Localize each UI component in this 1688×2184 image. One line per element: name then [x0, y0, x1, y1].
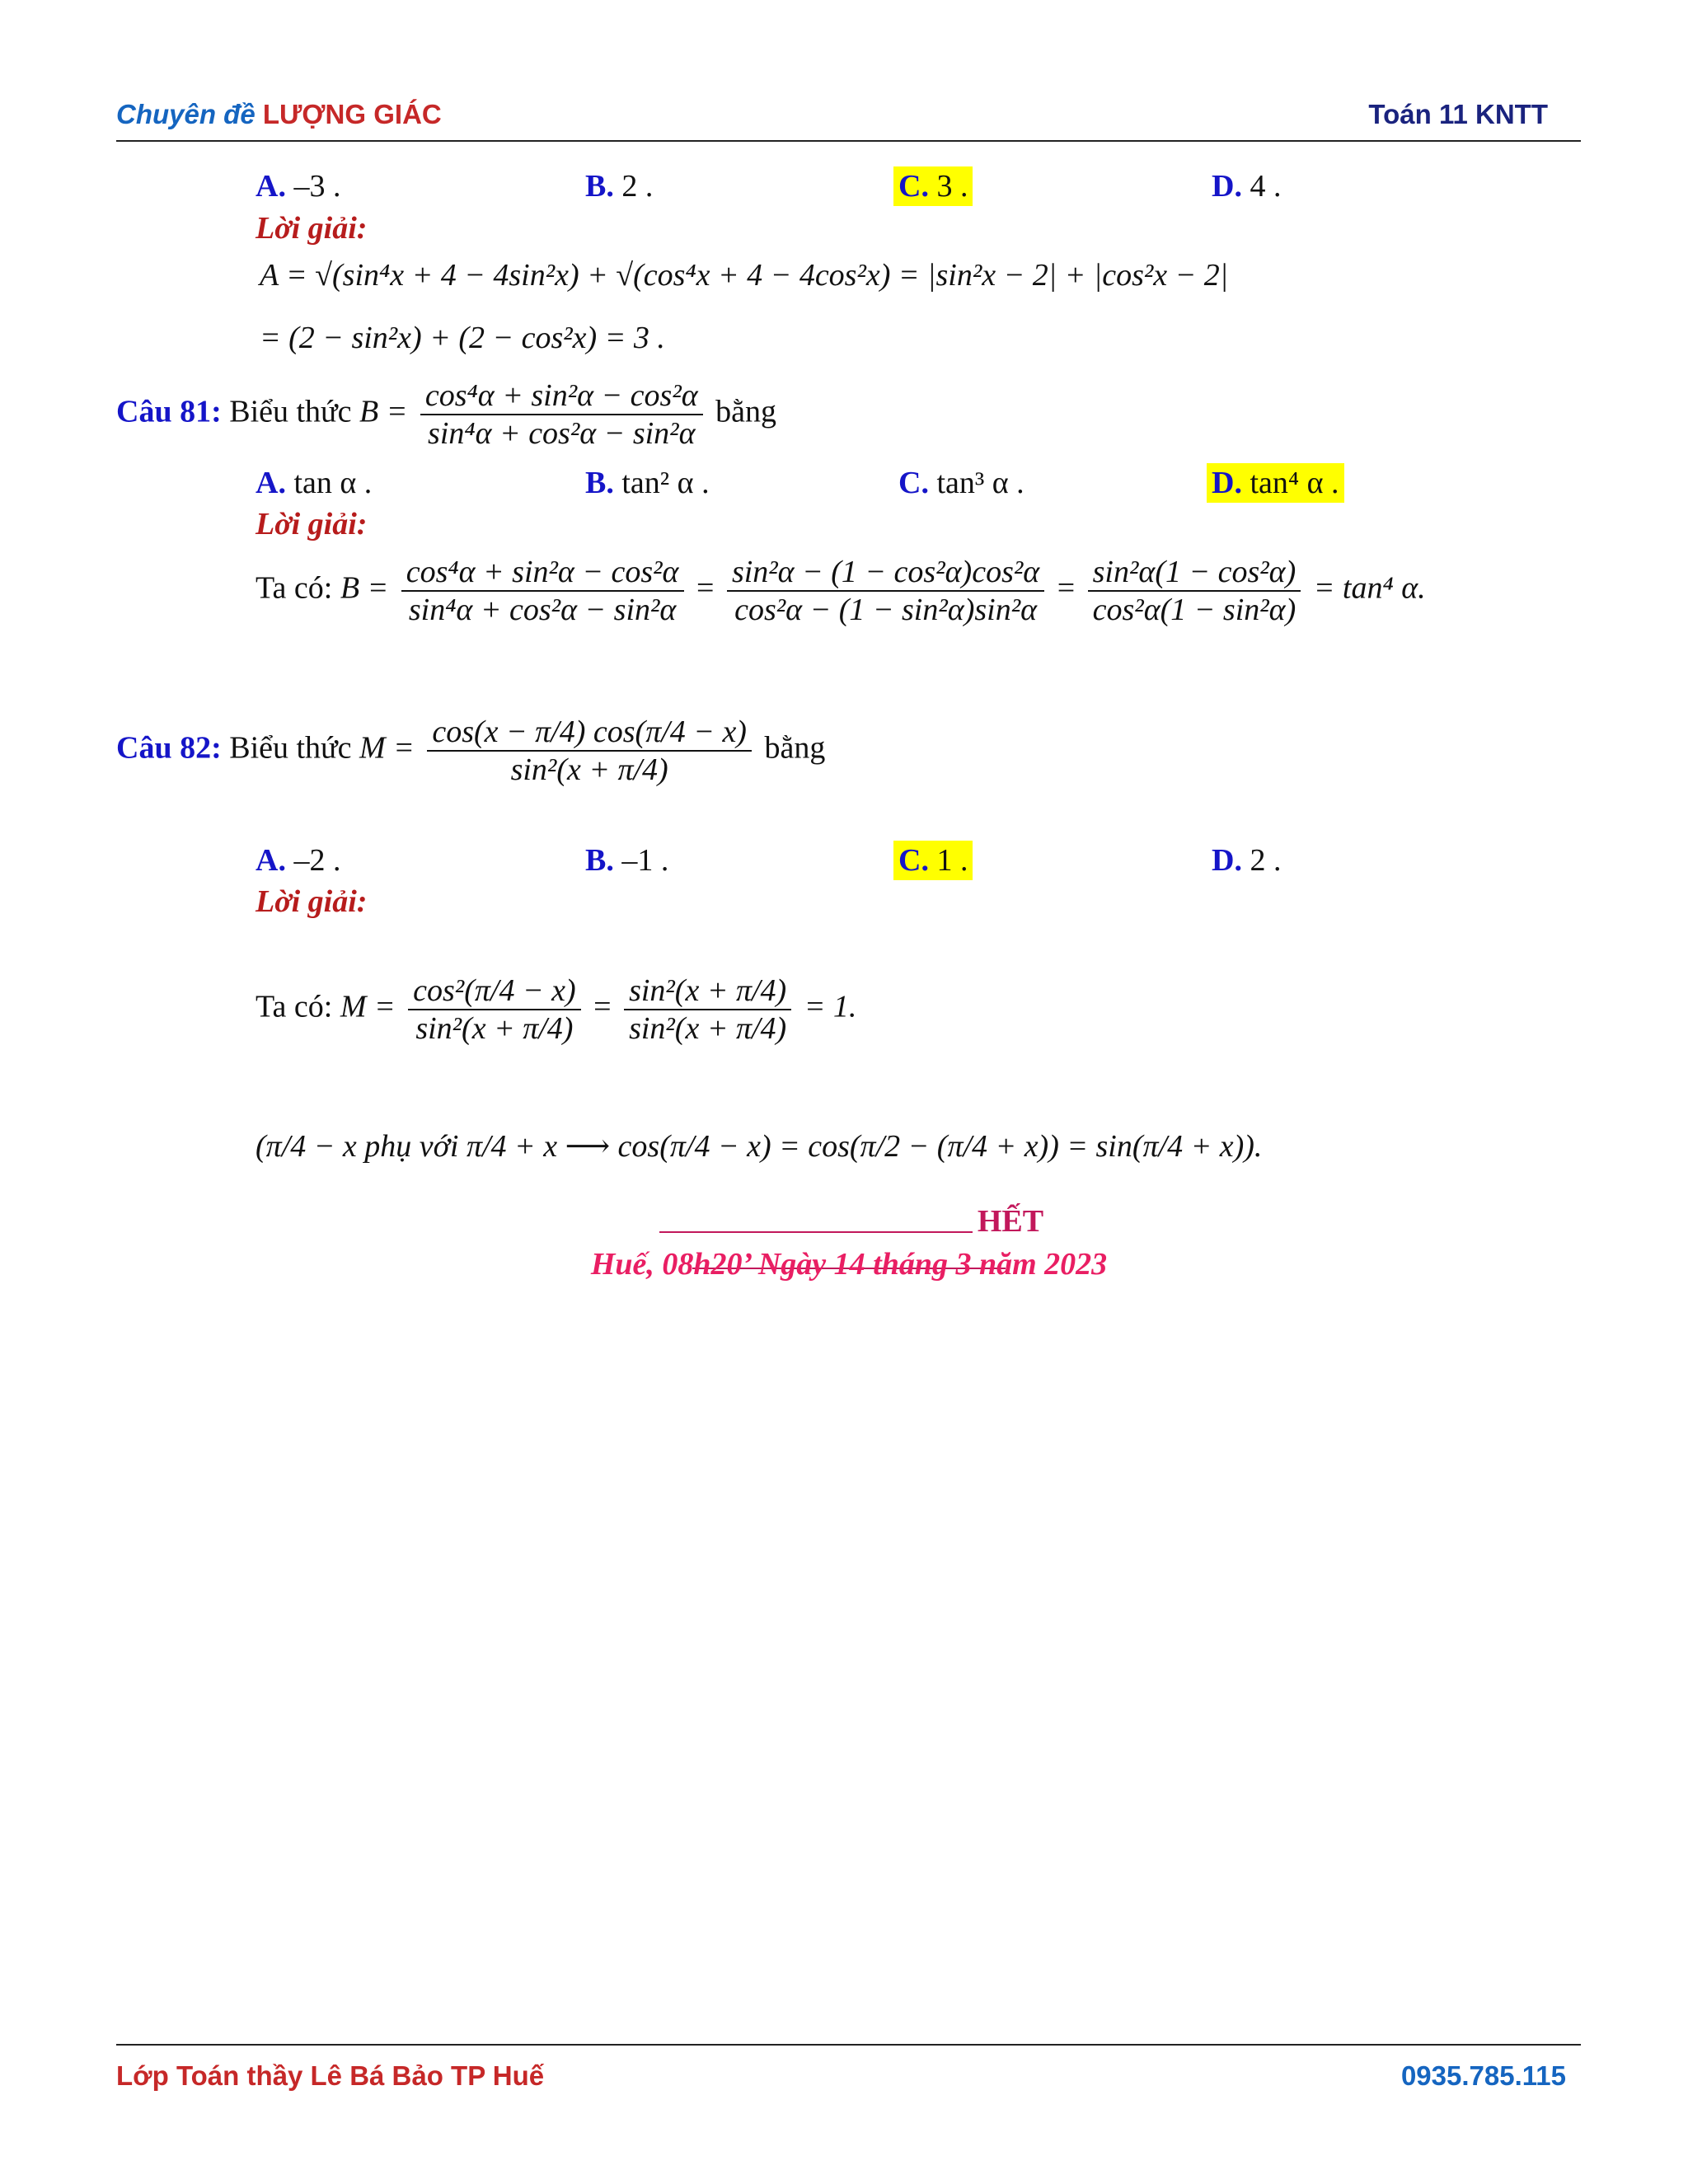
header-topic — [116, 99, 442, 130]
footer-phone: 0935.785.115 — [1400, 2060, 1566, 2091]
q82-solution-frac1 — [408, 972, 580, 1047]
q81-tail: bằng — [715, 394, 777, 429]
header-prefix: Chuyên đề — [116, 99, 256, 129]
q82-solution: Ta có: M = $\frac{\text{cos²(π/4 − x)}}{\text{sin²(x + π/4)}}$ = $\frac{\text{sin²(x + π/4)}}{\text{sin²(x + π/4)}}$ = 1. — [256, 973, 857, 1046]
q81-s0-den: sin⁴α + cos²α − sin²α — [408, 593, 677, 627]
q80-solution-line2: = (2 − sin²x) + (2 − cos²x) = 3 . — [260, 321, 665, 355]
q82-solution-label: Lời giải: — [256, 884, 368, 919]
q81-solution-lhs: B = — [340, 570, 389, 606]
q81-taco: Ta có: — [256, 570, 333, 606]
q81-denominator: sin⁴α + cos²α − sin²α — [428, 416, 696, 451]
q81-s0-num: cos⁴α + sin²α − cos²α — [401, 554, 684, 592]
q81-solution-frac0 — [401, 554, 684, 628]
q81-question — [116, 377, 776, 452]
q81-numerator: cos⁴α + sin²α − cos²α — [420, 377, 703, 415]
q82-taco: Ta có: — [256, 989, 333, 1024]
q81-solution-frac1 — [727, 554, 1044, 628]
q82-solution-frac2 — [624, 972, 791, 1047]
end-line-left — [659, 1231, 973, 1233]
q80-solution-line1: A = √(sin⁴x + 4 − 4sin²x) + √(cos⁴x + 4 − 4cos²x) = |sin²x − 2| + |cos²x − 2| — [260, 258, 1229, 293]
q82-s2-den: sin²(x + π/4) — [629, 1011, 787, 1046]
q81-option-c: C. tan³ α . — [898, 466, 1025, 500]
footer-teacher: Lớp Toán thầy Lê Bá Bảo TP Huế — [116, 2060, 545, 2091]
q81-solution-frac2 — [1088, 554, 1301, 628]
q81-stem: Biểu thức — [229, 394, 352, 429]
header-topic-name: LƯỢNG GIÁC — [262, 99, 442, 129]
q81-s1-num: sin²α − (1 − cos²α)cos²α — [727, 554, 1044, 592]
header-course: Toán 11 KNTT — [1368, 99, 1548, 129]
q81-solution-label: Lời giải: — [256, 507, 368, 541]
q81-s2-num: sin²α(1 − cos²α) — [1088, 554, 1301, 592]
q82-solution-lhs: M = — [340, 989, 396, 1024]
q82-denominator: sin²(x + π/4) — [510, 752, 668, 787]
q82-s1-num: cos²(π/4 − x) — [408, 972, 580, 1010]
q81-option-d-correct: D. tan⁴ α . — [1207, 463, 1344, 503]
q81-option-a: A. tan α . — [256, 466, 373, 500]
q80-option-b: B. 2 . — [585, 169, 654, 204]
q80-option-c-correct: C. 3 . — [893, 166, 973, 206]
q82-s2-num: sin²(x + π/4) — [624, 972, 791, 1010]
q82-fraction — [427, 714, 752, 788]
q81-solution: Ta có: B = $\frac{\text{cos⁴α + sin²α − cos²α}}{\text{sin⁴α + cos²α − sin²α}}$ = $\frac{\text{sin²α − (1 − cos²α)cos²α}}{\text{cos²α − (1 − sin²α)sin²α}}$ = $\frac{\text{sin²α(1 − cos²α)}}{\text{cos²α(1 − sin²α)}}$ = tan⁴ α. — [256, 555, 1426, 627]
q80-option-a: A. –3 . — [256, 169, 341, 204]
q82-result: = 1. — [804, 989, 857, 1024]
q82-tail: bằng — [764, 730, 826, 766]
q80-option-d: D. 4 . — [1212, 169, 1282, 204]
q81-lhs: B = — [359, 394, 408, 429]
end-text: HẾT — [977, 1204, 1044, 1239]
q81-number: Câu 81: — [116, 394, 222, 429]
page-header — [116, 99, 1581, 142]
q81-option-b: B. tan² α . — [585, 466, 710, 500]
q82-s1-den: sin²(x + π/4) — [415, 1011, 574, 1046]
q82-option-a: A. –2 . — [256, 843, 341, 878]
q82-stem: Biểu thức — [229, 730, 352, 766]
q82-lhs: M = — [359, 730, 415, 766]
q81-result: = tan⁴ α. — [1313, 570, 1426, 606]
q82-question — [116, 714, 825, 788]
q82-option-d: D. 2 . — [1212, 843, 1282, 878]
q82-number: Câu 82: — [116, 730, 222, 766]
q81-s2-den: cos²α(1 − sin²α) — [1092, 593, 1296, 627]
q82-numerator: cos(x − π/4) cos(π/4 − x) — [427, 714, 752, 752]
q81-fraction — [420, 377, 703, 452]
page-footer — [116, 2044, 1581, 2095]
q82-option-c-correct: C. 1 . — [893, 841, 973, 880]
q82-note: (π/4 − x phụ với π/4 + x ⟶ cos(π/4 − x) = cos(π/2 − (π/4 + x)) = sin(π/4 + x)). — [256, 1129, 1263, 1164]
q80-solution-label: Lời giải: — [256, 211, 368, 246]
end-date: Huế, 08h20’ Ngày 14 tháng 3 năm 2023 — [590, 1247, 1108, 1282]
q82-option-b: B. –1 . — [585, 843, 669, 878]
q81-s1-den: cos²α − (1 − sin²α)sin²α — [734, 593, 1038, 627]
